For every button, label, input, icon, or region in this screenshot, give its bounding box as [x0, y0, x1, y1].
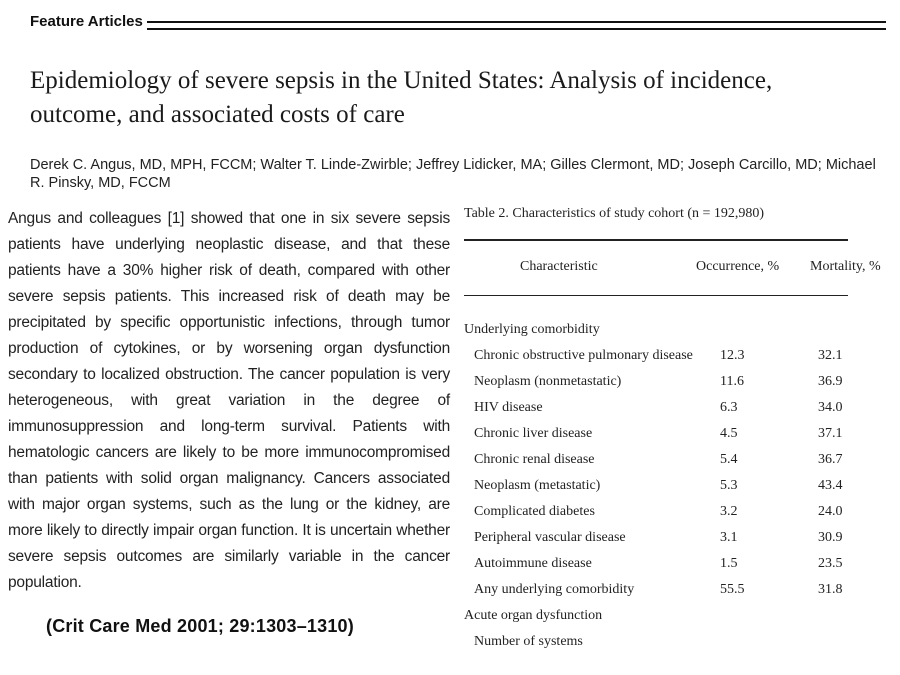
- characteristics-table: [464, 204, 881, 649]
- row-label: Neoplasm (nonmetastatic): [474, 374, 622, 389]
- row-label: Chronic obstructive pulmonary disease: [474, 348, 693, 363]
- table-body: [464, 317, 848, 655]
- mortality-cell: 30.9: [818, 530, 843, 545]
- row-label: Underlying comorbidity: [464, 322, 600, 337]
- table-row: [464, 499, 848, 525]
- row-label: Autoimmune disease: [474, 556, 592, 571]
- row-label: Acute organ dysfunction: [464, 608, 603, 623]
- section-header: [30, 12, 886, 32]
- row-label: Chronic renal disease: [474, 452, 595, 467]
- column-header-occurrence: Occurrence, %: [696, 259, 780, 274]
- section-label: Feature Articles: [30, 12, 147, 32]
- table-row: [464, 343, 848, 369]
- table-row: [464, 395, 848, 421]
- occurrence-cell: 3.1: [720, 530, 738, 545]
- row-label: Peripheral vascular disease: [474, 530, 626, 545]
- table-top-rule: [464, 239, 848, 241]
- header-rule: [30, 21, 886, 30]
- table-section-row: [464, 317, 848, 343]
- mortality-cell: 43.4: [818, 478, 843, 493]
- mortality-cell: 36.7: [818, 452, 843, 467]
- row-label: HIV disease: [474, 400, 543, 415]
- row-label: Any underlying comorbidity: [474, 582, 635, 597]
- mortality-cell: 32.1: [818, 348, 843, 363]
- article-title: Epidemiology of severe sepsis in the United States: Analysis of incidence, outcome, and associated costs of care: [30, 67, 773, 128]
- occurrence-cell: 1.5: [720, 556, 738, 571]
- mortality-cell: 31.8: [818, 582, 843, 597]
- table-row: [464, 551, 848, 577]
- mortality-cell: 23.5: [818, 556, 843, 571]
- body-paragraph: Angus and colleagues [1] showed that one in six severe sepsis patients have underlying neoplastic disease, and that these patients have a 30% higher risk of death, compared with other severe sepsis patients. This increased risk of death may be precipitated by specific opportunistic infections, through tumor production of cytokines, or by worsening organ dysfunction secondary to localized obstruction. The cancer population is very heterogeneous, with great variation in the degree of immunosuppression and long-term survival. Patients with hematologic cancers are likely to be more immunocompromised than patients with solid organ malignancy. Cancers associated with major organ systems, such as the lung or the kidney, are more likely to directly impair organ function. It is uncertain whether severe sepsis outcomes are similarly variable in the cancer population.: [8, 210, 450, 591]
- column-header-mortality: Mortality, %: [810, 259, 881, 274]
- occurrence-cell: 5.3: [720, 478, 738, 493]
- occurrence-cell: 55.5: [720, 582, 745, 597]
- table-row: [464, 473, 848, 499]
- row-label: Neoplasm (metastatic): [474, 478, 601, 493]
- table-row: [464, 577, 848, 603]
- table-row: [464, 629, 848, 655]
- occurrence-cell: 4.5: [720, 426, 738, 441]
- occurrence-cell: 3.2: [720, 504, 738, 519]
- mortality-cell: 34.0: [818, 400, 843, 415]
- occurrence-cell: 5.4: [720, 452, 738, 467]
- mortality-cell: 24.0: [818, 504, 843, 519]
- mortality-cell: 37.1: [818, 426, 843, 441]
- table-header-rule: [464, 295, 848, 296]
- row-label: Complicated diabetes: [474, 504, 595, 519]
- occurrence-cell: 11.6: [720, 374, 744, 389]
- citation: (Crit Care Med 2001; 29:1303–1310): [46, 616, 354, 636]
- occurrence-cell: 6.3: [720, 400, 738, 415]
- row-label: Chronic liver disease: [474, 426, 593, 441]
- table-row: [464, 369, 848, 395]
- row-label: Number of systems: [474, 634, 583, 649]
- occurrence-cell: 12.3: [720, 348, 745, 363]
- table-caption: Table 2. Characteristics of study cohort (n = 192,980): [464, 206, 765, 221]
- table-section-row: [464, 603, 848, 629]
- mortality-cell: 36.9: [818, 374, 843, 389]
- author-list: Derek C. Angus, MD, MPH, FCCM; Walter T. Linde-Zwirble; Jeffrey Lidicker, MA; Gilles Clermont, MD; Joseph Carcillo, MD; Michael R. Pinsky, MD, FCCM: [30, 157, 876, 191]
- table-row: [464, 421, 848, 447]
- table-row: [464, 525, 848, 551]
- table-row: [464, 447, 848, 473]
- column-header-characteristic: Characteristic: [520, 259, 598, 274]
